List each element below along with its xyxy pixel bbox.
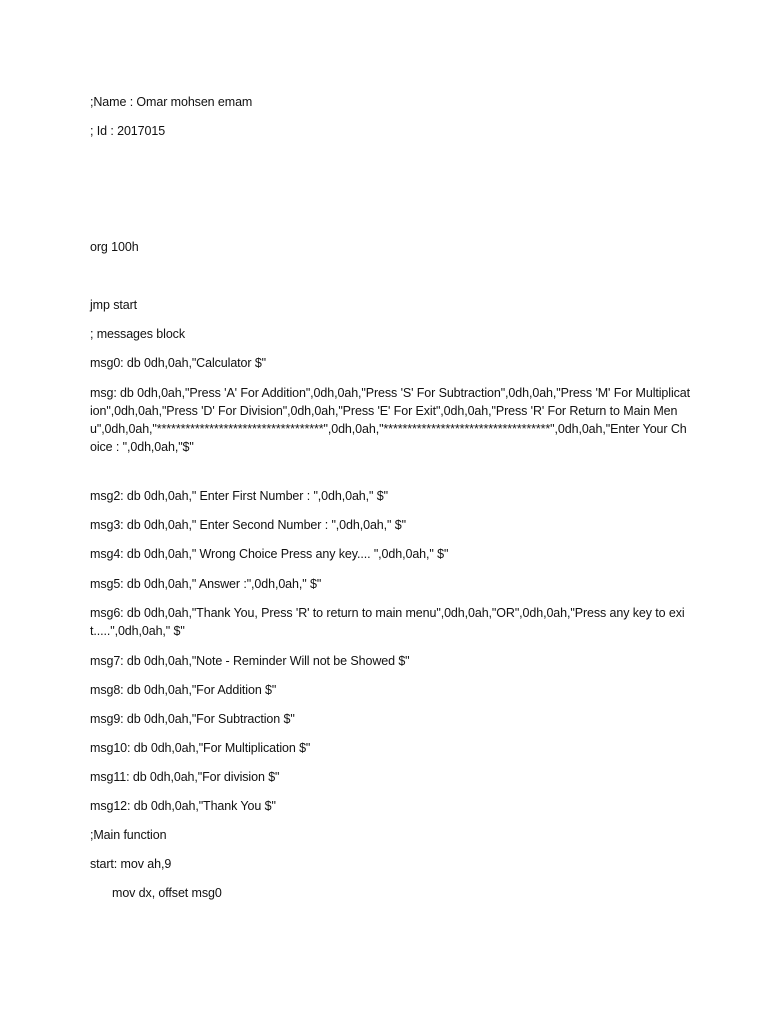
messages-comment: ; messages block [90,327,185,341]
msg12-definition: msg12: db 0dh,0ah,"Thank You $" [90,799,276,813]
msg7-definition: msg7: db 0dh,0ah,"Note - Reminder Will not be Showed $" [90,654,410,668]
msg6-definition: msg6: db 0dh,0ah,"Thank You, Press 'R' to return to main menu",0dh,0ah,"OR",0dh,0ah,"Press any key to exit.....",0dh,0ah," $" [90,606,685,638]
msg5-definition: msg5: db 0dh,0ah," Answer :",0dh,0ah," $" [90,577,322,591]
msg-definition: msg: db 0dh,0ah,"Press 'A' For Addition",0dh,0ah,"Press 'S' For Subtraction",0dh,0ah,"Press 'M' For Multiplication",0dh,0ah,"Press 'D' For Division",0dh,0ah,"Press 'E' For Exit",0dh,0ah,"Press 'R' For Return to Main Menu",0dh,0ah,"***********************************",0dh,0ah,"***********************************",0dh,0ah,"Enter Your Choice : ",0dh,0ah,"$" [90,386,690,454]
main-function-comment: ;Main function [90,828,167,842]
org-directive: org 100h [90,240,139,254]
id-comment: ; Id : 2017015 [90,124,166,138]
start-label: start: mov ah,9 [90,857,172,871]
mov-dx-instruction: mov dx, offset msg0 [112,886,222,900]
jmp-instruction: jmp start [90,298,138,312]
msg8-definition: msg8: db 0dh,0ah,"For Addition $" [90,683,277,697]
msg11-definition: msg11: db 0dh,0ah,"For division $" [90,770,280,784]
name-comment: ;Name : Omar mohsen emam [90,95,253,109]
msg2-definition: msg2: db 0dh,0ah," Enter First Number : ",0dh,0ah," $" [90,489,388,503]
msg4-definition: msg4: db 0dh,0ah," Wrong Choice Press any key.... ",0dh,0ah," $" [90,547,449,561]
msg9-definition: msg9: db 0dh,0ah,"For Subtraction $" [90,712,295,726]
msg3-definition: msg3: db 0dh,0ah," Enter Second Number : ",0dh,0ah," $" [90,518,406,532]
msg10-definition: msg10: db 0dh,0ah,"For Multiplication $" [90,741,311,755]
msg0-definition: msg0: db 0dh,0ah,"Calculator $" [90,356,267,370]
